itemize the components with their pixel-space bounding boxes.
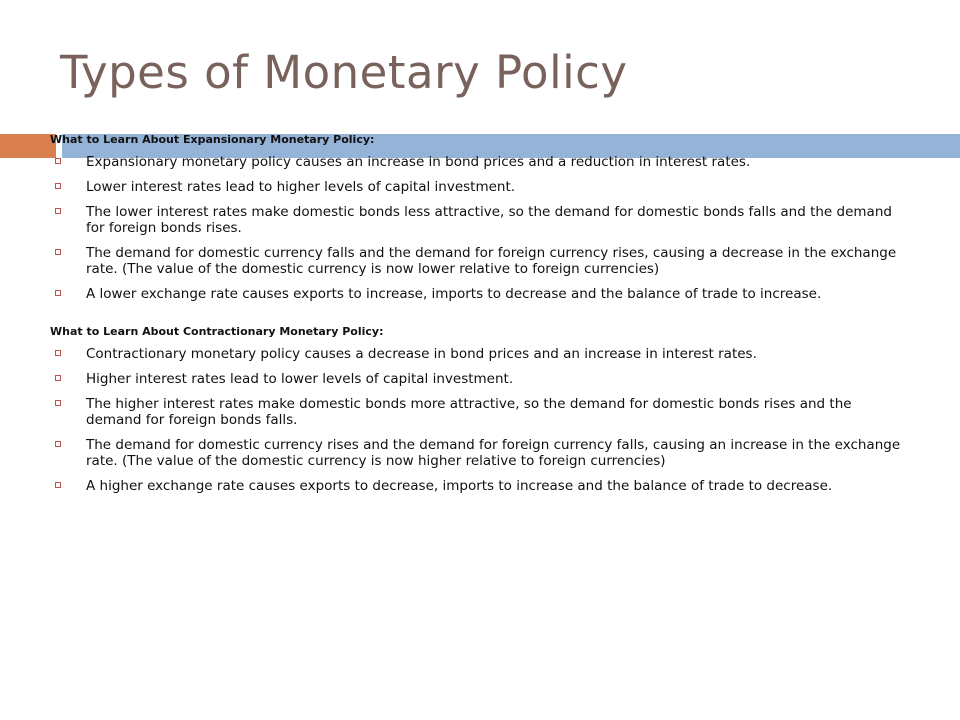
list-item-text: The demand for domestic currency rises and the demand for foreign currency falls, causing an increase in the exchange rate. (The value of the domestic currency is now higher relative to foreign currencies)	[86, 437, 901, 469]
list-item	[50, 245, 910, 277]
list-item	[50, 371, 910, 387]
square-bullet-icon	[55, 375, 61, 381]
list-item	[50, 286, 910, 302]
list-item	[50, 346, 910, 362]
square-bullet-icon	[55, 441, 61, 447]
square-bullet-icon	[55, 482, 61, 488]
list-item-text: Higher interest rates lead to lower levels of capital investment.	[86, 371, 514, 387]
slide-body	[50, 132, 910, 503]
contractionary-bullet-list	[50, 346, 910, 494]
list-item	[50, 396, 910, 428]
list-item	[50, 204, 910, 236]
slide-title: Types of Monetary Policy	[60, 46, 628, 99]
title-accent-bar-left	[0, 134, 56, 158]
list-item-text: A lower exchange rate causes exports to increase, imports to decrease and the balance of trade to increase.	[86, 286, 822, 302]
list-item	[50, 179, 910, 195]
list-item-text: Lower interest rates lead to higher levels of capital investment.	[86, 179, 516, 195]
list-item-text: Expansionary monetary policy causes an increase in bond prices and a reduction in interest rates.	[86, 154, 751, 170]
list-item	[50, 154, 910, 170]
square-bullet-icon	[55, 290, 61, 296]
square-bullet-icon	[55, 183, 61, 189]
list-item	[50, 478, 910, 494]
square-bullet-icon	[55, 249, 61, 255]
expansionary-heading: What to Learn About Expansionary Monetary Policy:	[50, 133, 375, 146]
list-item-text: The lower interest rates make domestic bonds less attractive, so the demand for domestic bonds falls and the demand for foreign bonds rises.	[86, 204, 892, 236]
expansionary-bullet-list	[50, 154, 910, 302]
square-bullet-icon	[55, 350, 61, 356]
square-bullet-icon	[55, 400, 61, 406]
list-item-text: The demand for domestic currency falls and the demand for foreign currency rises, causing a decrease in the exchange rate. (The value of the domestic currency is now lower relative to foreign currencies)	[86, 245, 897, 277]
list-item-text: Contractionary monetary policy causes a decrease in bond prices and an increase in interest rates.	[86, 346, 757, 362]
square-bullet-icon	[55, 208, 61, 214]
contractionary-heading: What to Learn About Contractionary Monetary Policy:	[50, 325, 384, 338]
square-bullet-icon	[55, 158, 61, 164]
list-item-text: The higher interest rates make domestic bonds more attractive, so the demand for domestic bonds rises and the demand for foreign bonds falls.	[86, 396, 852, 428]
list-item	[50, 437, 910, 469]
list-item-text: A higher exchange rate causes exports to decrease, imports to increase and the balance of trade to decrease.	[86, 478, 833, 494]
